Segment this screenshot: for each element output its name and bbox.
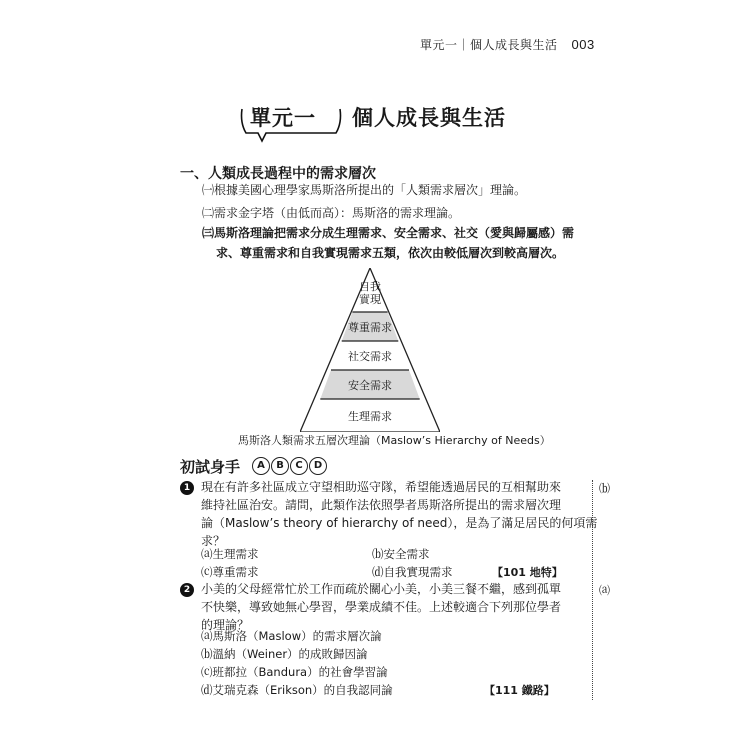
question-1-text bbox=[201, 478, 597, 550]
question-2-line: 的理論？ bbox=[201, 618, 250, 632]
pyramid-level-1-line2: 實現 bbox=[359, 293, 381, 306]
question-2-option-b: ⒝溫納（Weiner）的成敗歸因論 bbox=[201, 647, 368, 661]
pyramid-level-social: 社交需求 bbox=[348, 350, 392, 363]
pyramid-level-esteem: 尊重需求 bbox=[348, 321, 392, 334]
section-item-3-line2: 求、尊重需求和自我實現需求五類，依次由較低層次到較高層次。 bbox=[216, 246, 565, 260]
question-2-line: 不快樂，導致她無心學習，學業成績不佳。上述較適合下列那位學者 bbox=[201, 600, 562, 614]
question-1-option-b: ⒝安全需求 bbox=[372, 547, 430, 561]
section-heading: 一、人類成長過程中的需求層次 bbox=[180, 166, 376, 182]
answer-circles bbox=[252, 455, 328, 475]
circle-d-icon: D bbox=[309, 457, 327, 475]
needs-pyramid bbox=[300, 268, 440, 432]
question-2-option-a: ⒜馬斯洛（Maslow）的需求層次論 bbox=[201, 629, 382, 643]
question-2-source: 【111 鐵路】 bbox=[484, 684, 555, 697]
question-1-number: 1 bbox=[180, 481, 194, 495]
pyramid-caption: 馬斯洛人類需求五層次理論（Maslow’s Hierarchy of Needs） bbox=[238, 434, 551, 447]
question-1-line: 維持社區治安。請問，此類作法依照學者馬斯洛所提出的需求層次理 bbox=[201, 498, 562, 512]
question-1-line: 求？ bbox=[201, 534, 226, 548]
question-2-line: 小美的父母經常忙於工作而疏於關心小美，小美三餐不繼，感到孤單 bbox=[201, 582, 562, 596]
section-item-3 bbox=[202, 223, 574, 263]
question-1-option-a: ⒜生理需求 bbox=[201, 547, 259, 561]
pyramid-level-self-actualization bbox=[355, 280, 385, 306]
pyramid-level-1-line1: 自我 bbox=[359, 280, 381, 293]
unit-label: 單元一 bbox=[250, 106, 316, 130]
section-item-2: ㈡需求金字塔（由低而高）：馬斯洛的需求理論。 bbox=[202, 206, 461, 220]
circle-c-icon: C bbox=[290, 457, 308, 475]
question-1-line: 現在有許多社區成立守望相助巡守隊，希望能透過居民的互相幫助來 bbox=[201, 480, 562, 494]
page-number: 003 bbox=[571, 37, 595, 52]
question-2-option-d: ⒟艾瑞克森（Erikson）的自我認同論 bbox=[201, 683, 393, 697]
pyramid-level-physiological: 生理需求 bbox=[348, 410, 392, 423]
section-item-1: ㈠根據美國心理學家馬斯洛所提出的「人類需求層次」理論。 bbox=[202, 183, 527, 197]
running-head bbox=[420, 36, 595, 53]
question-2-text bbox=[201, 580, 561, 634]
question-1-answer: ⒝ bbox=[599, 482, 610, 495]
circle-b-icon: B bbox=[271, 457, 289, 475]
section-item-3-line1: ㈢馬斯洛理論把需求分成生理需求、安全需求、社交（愛與歸屬感）需 bbox=[202, 226, 575, 240]
question-2-answer: ⒜ bbox=[599, 584, 610, 597]
unit-title: 個人成長與生活 bbox=[352, 106, 506, 130]
circle-a-icon: A bbox=[252, 457, 270, 475]
pyramid-level-safety: 安全需求 bbox=[348, 379, 392, 392]
question-1-option-c: ⒞尊重需求 bbox=[201, 565, 259, 579]
question-2-number: 2 bbox=[180, 583, 194, 597]
practice-title: 初試身手 bbox=[180, 458, 241, 476]
question-2-option-c: ⒞班都拉（Bandura）的社會學習論 bbox=[201, 665, 388, 679]
question-1-source: 【101 地特】 bbox=[492, 566, 563, 579]
question-1-option-d: ⒟自我實現需求 bbox=[372, 565, 453, 579]
running-title: 單元一｜個人成長與生活 bbox=[420, 38, 558, 52]
question-1-line: 論（Maslow’s theory of hierarchy of need），是為了滿足居民的何項需 bbox=[201, 516, 598, 530]
